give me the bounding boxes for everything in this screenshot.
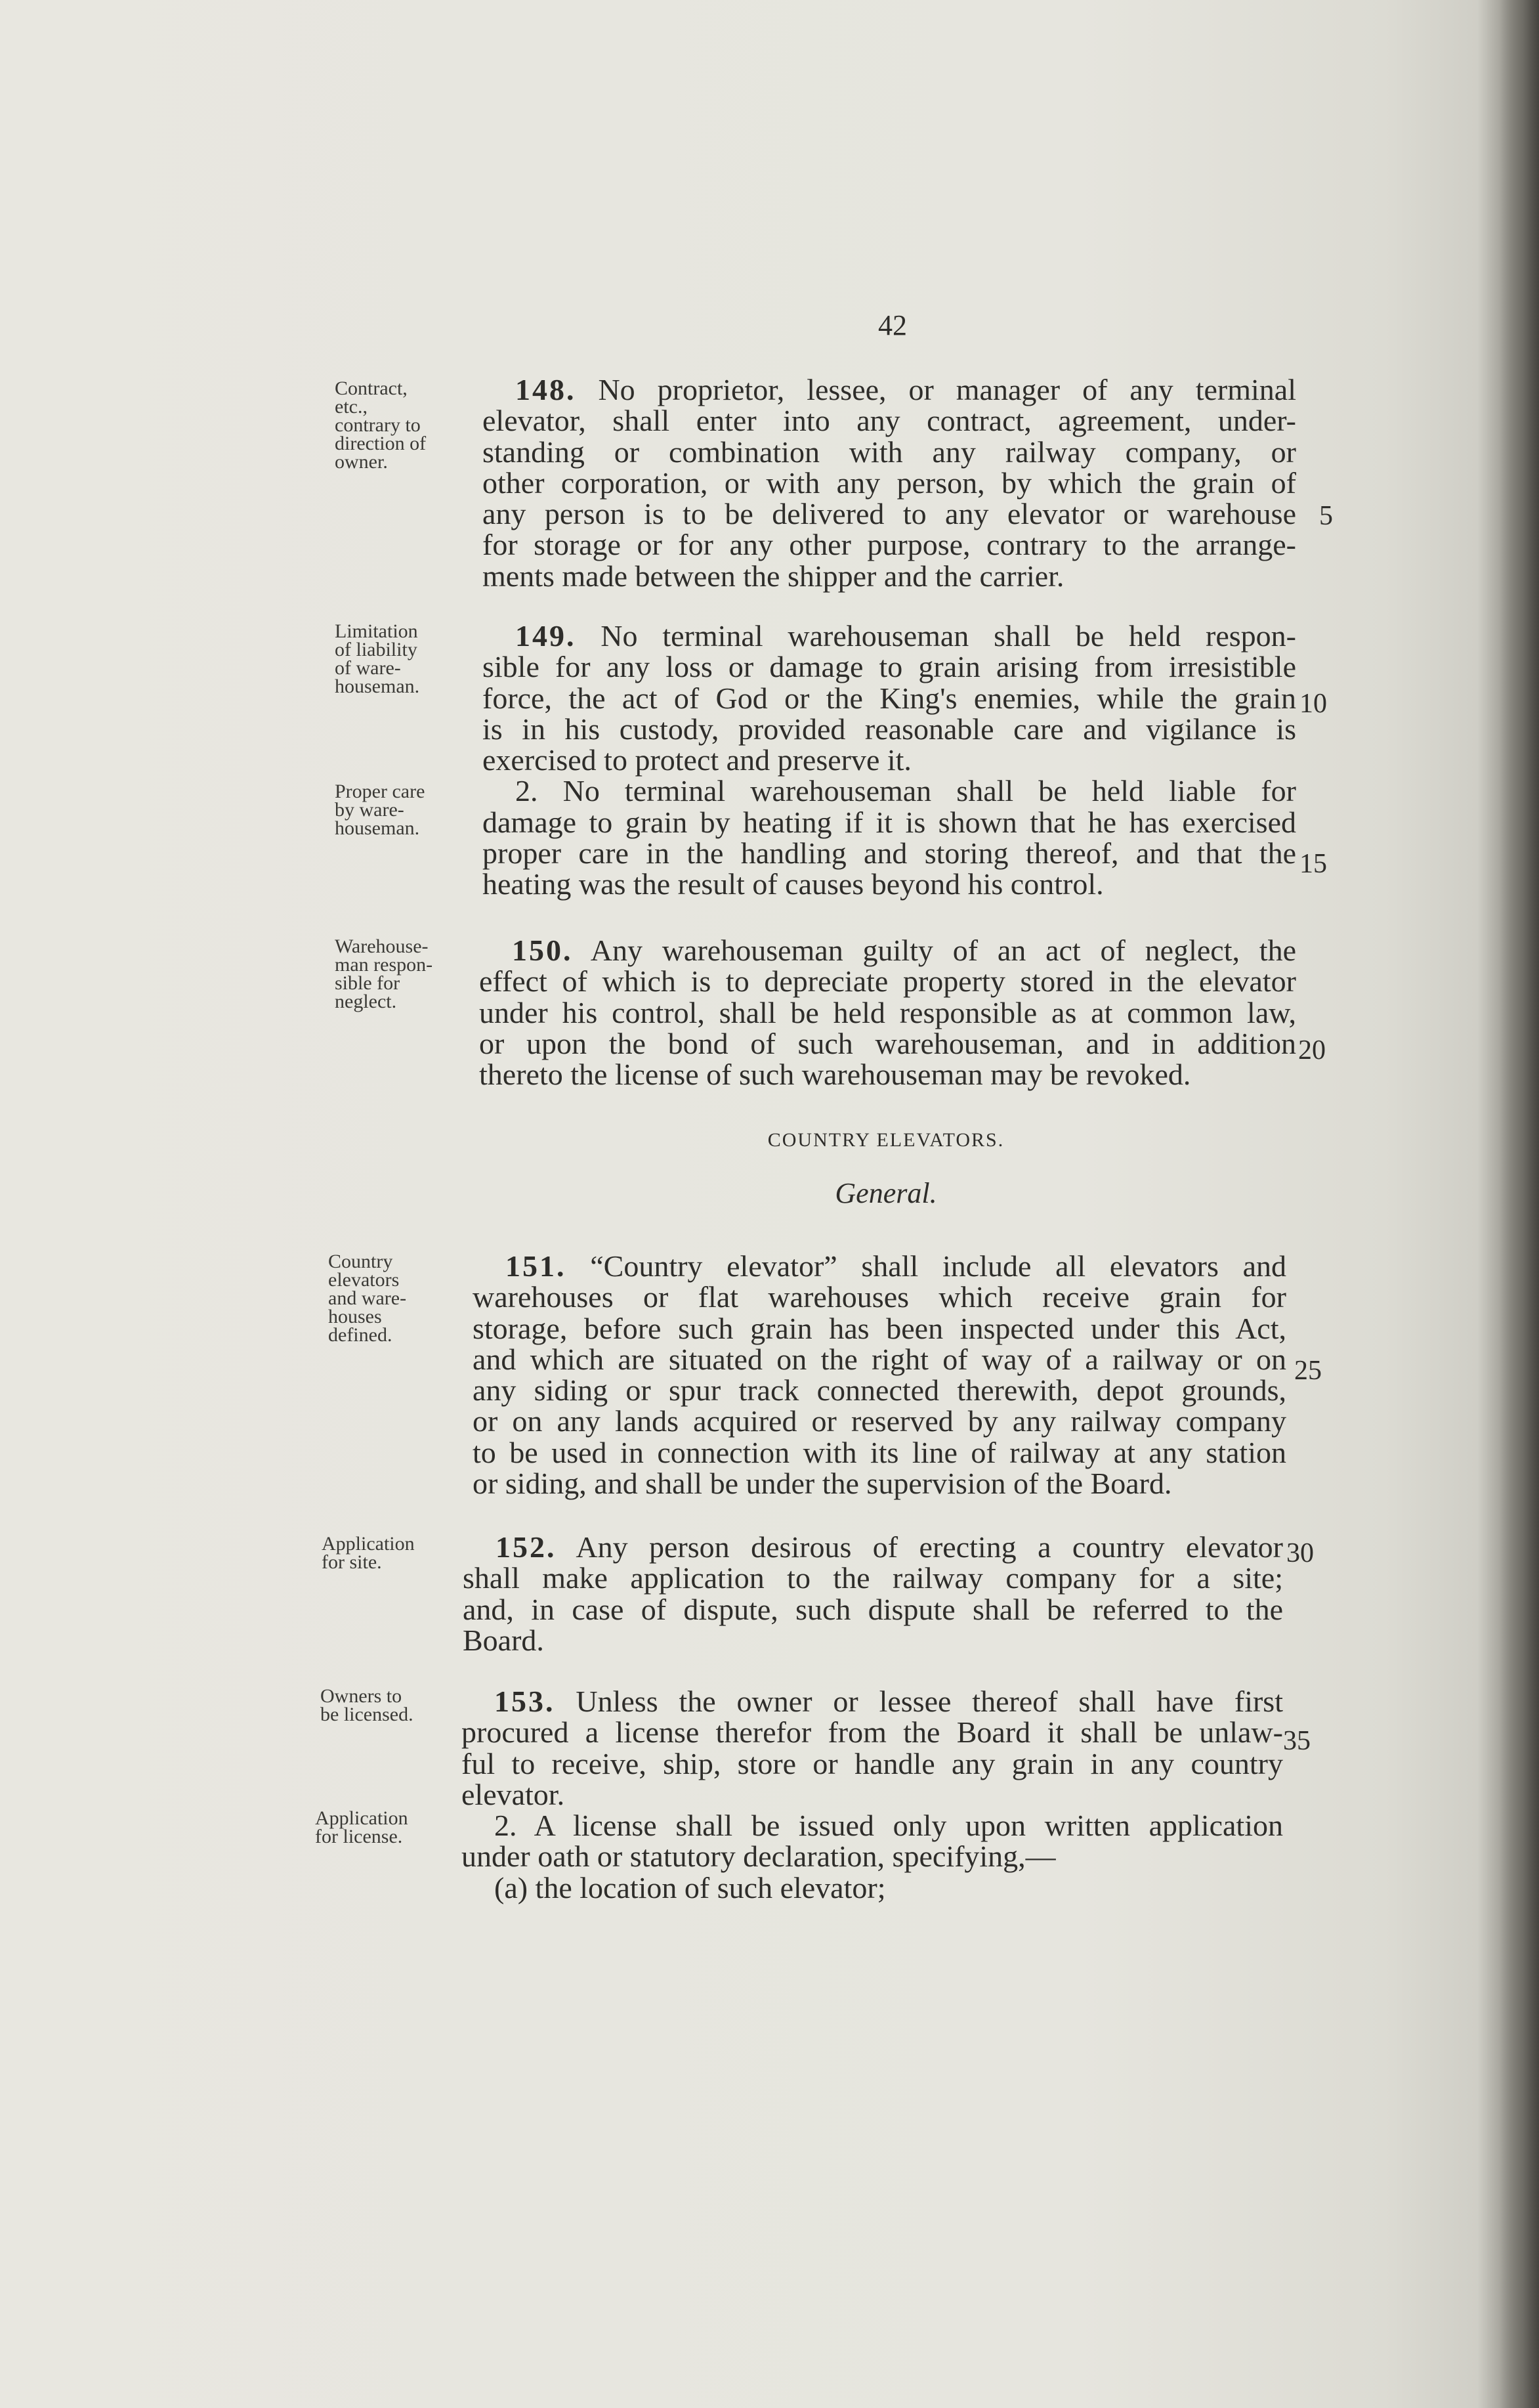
- marginal-line: owner.: [335, 451, 388, 473]
- section-152: [463, 1532, 1283, 1656]
- text-line: under oath or statutory declaration, specifying,—: [461, 1839, 1056, 1874]
- text-line: 2. A license shall be issued only upon written application: [494, 1809, 1283, 1843]
- section-153: [461, 1686, 1283, 1903]
- marginal-note-warehouseman: [335, 937, 466, 1011]
- marginal-line: defined.: [328, 1324, 392, 1346]
- section-149: [482, 620, 1296, 900]
- line-number: 15: [1299, 849, 1327, 879]
- line-number: 30: [1286, 1538, 1314, 1568]
- marginal-line: elevators: [328, 1269, 400, 1291]
- line-number: 20: [1298, 1035, 1326, 1065]
- text-line: proper care in the handling and storing thereof, and that the: [482, 836, 1296, 871]
- text-fragment: No terminal warehouseman shall be held respon-: [576, 619, 1296, 653]
- text-line: other corporation, or with any person, by which the grain of: [482, 465, 1296, 500]
- text-line: or siding, and shall be under the supervision of the Board.: [473, 1467, 1172, 1501]
- text-line: procured a license therefor from the Board it shall be unlaw-: [461, 1715, 1283, 1750]
- text-line: to be used in connection with its line of railway at any station: [473, 1435, 1286, 1469]
- marginal-line: Owners to: [320, 1685, 402, 1707]
- page-number: 42: [878, 309, 907, 341]
- text-line: [473, 1251, 1286, 1281]
- marginal-note-limitation: [335, 622, 466, 696]
- marginal-note-application-license: [315, 1809, 446, 1846]
- marginal-line: Warehouse-: [335, 935, 429, 957]
- marginal-line: sible for: [335, 972, 400, 994]
- text-line: (a) the location of such elevator;: [494, 1870, 886, 1904]
- marginal-line: Application: [315, 1807, 408, 1829]
- section-151: [473, 1251, 1286, 1499]
- text-line: or upon the bond of such warehouseman, and in addition: [479, 1026, 1296, 1060]
- section-number: 153.: [494, 1685, 555, 1718]
- text-line: or on any lands acquired or reserved by any railway company: [473, 1404, 1286, 1438]
- text-line: standing or combination with any railway company, or: [482, 435, 1296, 469]
- text-line: [461, 1686, 1283, 1717]
- section-number: 151.: [505, 1249, 566, 1283]
- marginal-line: contrary to: [335, 414, 421, 436]
- text-line: heating was the result of causes beyond his control.: [482, 867, 1104, 901]
- section-number: 152.: [495, 1530, 557, 1564]
- text-line: is in his custody, provided reasonable care and vigilance is: [482, 712, 1296, 746]
- section-150: [479, 935, 1296, 1090]
- marginal-line: man respon-: [335, 954, 433, 976]
- binding-gutter: [1500, 0, 1539, 2408]
- section-number: 150.: [512, 934, 573, 967]
- text-line: storage, before such grain has been inspected under this Act,: [473, 1311, 1286, 1345]
- text-fragment: Any warehouseman guilty of an act of neglect, the: [572, 934, 1296, 967]
- text-fragment: Any person desirous of erecting a country elevator: [556, 1530, 1283, 1564]
- section-number: 148.: [515, 373, 576, 406]
- section-number: 149.: [515, 619, 576, 653]
- marginal-note-owners: [320, 1687, 452, 1724]
- line-number: 25: [1294, 1356, 1322, 1386]
- marginal-line: for license.: [315, 1826, 403, 1847]
- text-line: thereto the license of such warehouseman may be revoked.: [479, 1058, 1191, 1092]
- marginal-note-country-elevators: [328, 1253, 459, 1344]
- marginal-line: and ware-: [328, 1287, 407, 1309]
- text-line: any siding or spur track connected therewith, depot grounds,: [473, 1373, 1286, 1408]
- line-number: 35: [1283, 1726, 1311, 1756]
- marginal-line: be licensed.: [320, 1704, 413, 1725]
- marginal-line: by ware-: [335, 799, 404, 821]
- text-line: [479, 935, 1296, 966]
- marginal-line: for site.: [322, 1551, 382, 1573]
- marginal-line: houses: [328, 1306, 382, 1327]
- heading-country-elevators: COUNTRY ELEVATORS.: [767, 1129, 1005, 1151]
- text-line: effect of which is to depreciate property stored in the elevator: [479, 964, 1296, 999]
- marginal-line: Application: [322, 1533, 415, 1555]
- text-line: exercised to protect and preserve it.: [482, 743, 912, 777]
- section-148: [482, 374, 1296, 591]
- text-fragment: “Country elevator” shall include all elevators and: [566, 1249, 1286, 1283]
- marginal-line: Contract,: [335, 377, 408, 399]
- marginal-line: of ware-: [335, 657, 401, 679]
- marginal-line: houseman.: [335, 676, 420, 697]
- marginal-note-application-site: [322, 1535, 453, 1572]
- marginal-line: of liability: [335, 639, 417, 660]
- text-line: warehouses or flat warehouses which receive grain for: [473, 1280, 1286, 1314]
- text-fragment: No proprietor, lessee, or manager of any terminal: [576, 373, 1296, 406]
- line-number: 5: [1319, 501, 1333, 531]
- text-line: shall make application to the railway company for a site;: [463, 1561, 1283, 1595]
- text-line: sible for any loss or damage to grain arising from irresistible: [482, 650, 1296, 684]
- marginal-line: direction of: [335, 433, 427, 454]
- text-line: any person is to be delivered to any elevator or warehouse: [482, 497, 1296, 531]
- marginal-line: etc.,: [335, 396, 368, 418]
- text-line: [482, 620, 1296, 651]
- text-line: 2. No terminal warehouseman shall be held liable for: [515, 774, 1296, 808]
- marginal-note-contract: [335, 379, 466, 471]
- marginal-line: houseman.: [335, 817, 420, 839]
- marginal-line: neglect.: [335, 991, 397, 1012]
- text-line: damage to grain by heating if it is shown that he has exercised: [482, 805, 1296, 839]
- marginal-note-proper-care: [335, 783, 466, 838]
- marginal-line: Limitation: [335, 620, 418, 642]
- text-line: ful to receive, ship, store or handle any grain in any country: [461, 1746, 1283, 1780]
- text-line: force, the act of God or the King's enemies, while the grain: [482, 681, 1296, 715]
- marginal-line: Country: [328, 1251, 393, 1272]
- heading-general: General.: [835, 1177, 937, 1209]
- text-line: under his control, shall be held responsible as at common law,: [479, 995, 1296, 1029]
- text-line: for storage or for any other purpose, contrary to the arrange-: [482, 528, 1296, 562]
- text-line: Board.: [463, 1623, 544, 1657]
- text-line: ments made between the shipper and the carrier.: [482, 559, 1065, 593]
- line-number: 10: [1299, 689, 1327, 719]
- text-line: elevator.: [461, 1777, 565, 1811]
- marginal-line: Proper care: [335, 781, 425, 802]
- text-line: [482, 374, 1296, 405]
- text-line: and, in case of dispute, such dispute shall be referred to the: [463, 1592, 1283, 1626]
- text-fragment: Unless the owner or lessee thereof shall have first: [555, 1685, 1283, 1718]
- text-line: [463, 1532, 1283, 1562]
- text-line: elevator, shall enter into any contract, agreement, under-: [482, 404, 1296, 438]
- text-line: and which are situated on the right of way of a railway or on: [473, 1342, 1286, 1376]
